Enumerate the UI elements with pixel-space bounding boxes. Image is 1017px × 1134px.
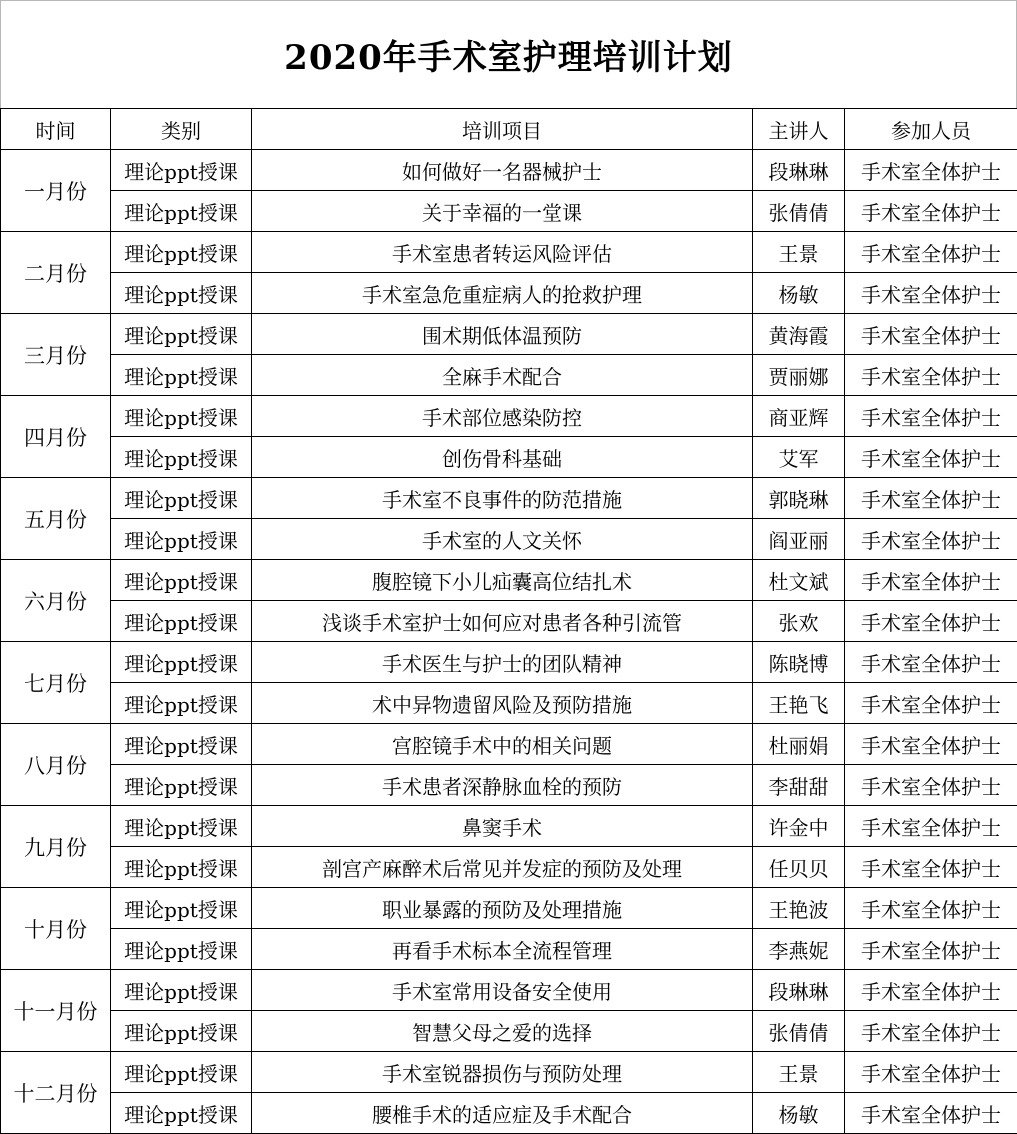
category-cell: 理论ppt授课 [111,437,252,478]
speaker-cell: 张欢 [753,601,845,642]
table-row [1,396,1017,437]
category-cell: 理论ppt授课 [111,396,252,437]
table-row [1,355,1017,396]
header-time: 时间 [1,109,111,150]
attendees-cell: 手术室全体护士 [845,560,1017,601]
table-row [1,191,1017,232]
category-cell: 理论ppt授课 [111,519,252,560]
table-row [1,232,1017,273]
attendees-cell: 手术室全体护士 [845,191,1017,232]
attendees-cell: 手术室全体护士 [845,437,1017,478]
table-row [1,806,1017,847]
category-cell: 理论ppt授课 [111,1093,252,1134]
month-cell: 十一月份 [1,970,111,1052]
speaker-cell: 任贝贝 [753,847,845,888]
table-row [1,1011,1017,1052]
speaker-cell: 黄海霞 [753,314,845,355]
category-cell: 理论ppt授课 [111,191,252,232]
speaker-cell: 段琳琳 [753,970,845,1011]
category-cell: 理论ppt授课 [111,970,252,1011]
table-row [1,929,1017,970]
table-row [1,273,1017,314]
speaker-cell: 张倩倩 [753,191,845,232]
category-cell: 理论ppt授课 [111,642,252,683]
category-cell: 理论ppt授课 [111,724,252,765]
document-title: 2020年手术室护理培训计划 [284,30,733,79]
month-cell: 六月份 [1,560,111,642]
topic-cell: 手术部位感染防控 [252,396,753,437]
table-row [1,1052,1017,1093]
speaker-cell: 郭晓琳 [753,478,845,519]
attendees-cell: 手术室全体护士 [845,806,1017,847]
category-cell: 理论ppt授课 [111,765,252,806]
attendees-cell: 手术室全体护士 [845,601,1017,642]
speaker-cell: 阎亚丽 [753,519,845,560]
header-row [1,109,1017,150]
topic-cell: 手术室急危重症病人的抢救护理 [252,273,753,314]
speaker-cell: 段琳琳 [753,150,845,191]
category-cell: 理论ppt授课 [111,1052,252,1093]
speaker-cell: 陈晓博 [753,642,845,683]
speaker-cell: 商亚辉 [753,396,845,437]
speaker-cell: 许金中 [753,806,845,847]
topic-cell: 职业暴露的预防及处理措施 [252,888,753,929]
topic-cell: 手术室常用设备安全使用 [252,970,753,1011]
attendees-cell: 手术室全体护士 [845,478,1017,519]
category-cell: 理论ppt授课 [111,806,252,847]
attendees-cell: 手术室全体护士 [845,847,1017,888]
attendees-cell: 手术室全体护士 [845,232,1017,273]
speaker-cell: 王景 [753,1052,845,1093]
speaker-cell: 王景 [753,232,845,273]
category-cell: 理论ppt授课 [111,232,252,273]
table-row [1,888,1017,929]
attendees-cell: 手术室全体护士 [845,683,1017,724]
attendees-cell: 手术室全体护士 [845,519,1017,560]
category-cell: 理论ppt授课 [111,314,252,355]
topic-cell: 手术患者深静脉血栓的预防 [252,765,753,806]
table-row [1,642,1017,683]
attendees-cell: 手术室全体护士 [845,150,1017,191]
table-row [1,847,1017,888]
category-cell: 理论ppt授课 [111,478,252,519]
attendees-cell: 手术室全体护士 [845,888,1017,929]
training-plan-table [0,108,1017,1134]
attendees-cell: 手术室全体护士 [845,1093,1017,1134]
category-cell: 理论ppt授课 [111,150,252,191]
category-cell: 理论ppt授课 [111,847,252,888]
topic-cell: 如何做好一名器械护士 [252,150,753,191]
month-cell: 十二月份 [1,1052,111,1134]
topic-cell: 腰椎手术的适应症及手术配合 [252,1093,753,1134]
topic-cell: 创伤骨科基础 [252,437,753,478]
month-cell: 一月份 [1,150,111,232]
topic-cell: 腹腔镜下小儿疝囊高位结扎术 [252,560,753,601]
topic-cell: 手术室不良事件的防范措施 [252,478,753,519]
topic-cell: 手术医生与护士的团队精神 [252,642,753,683]
topic-cell: 关于幸福的一堂课 [252,191,753,232]
category-cell: 理论ppt授课 [111,929,252,970]
table-row [1,1093,1017,1134]
speaker-cell: 张倩倩 [753,1011,845,1052]
topic-cell: 智慧父母之爱的选择 [252,1011,753,1052]
topic-cell: 浅谈手术室护士如何应对患者各种引流管 [252,601,753,642]
attendees-cell: 手术室全体护士 [845,273,1017,314]
speaker-cell: 杜文斌 [753,560,845,601]
table-row [1,150,1017,191]
category-cell: 理论ppt授课 [111,888,252,929]
month-cell: 八月份 [1,724,111,806]
title-box [0,0,1017,108]
table-row [1,765,1017,806]
speaker-cell: 王艳飞 [753,683,845,724]
topic-cell: 剖宫产麻醉术后常见并发症的预防及处理 [252,847,753,888]
header-category: 类别 [111,109,252,150]
attendees-cell: 手术室全体护士 [845,724,1017,765]
table-row [1,724,1017,765]
header-topic: 培训项目 [252,109,753,150]
category-cell: 理论ppt授课 [111,1011,252,1052]
topic-cell: 手术室锐器损伤与预防处理 [252,1052,753,1093]
month-cell: 五月份 [1,478,111,560]
attendees-cell: 手术室全体护士 [845,314,1017,355]
speaker-cell: 杨敏 [753,1093,845,1134]
speaker-cell: 贾丽娜 [753,355,845,396]
month-cell: 九月份 [1,806,111,888]
speaker-cell: 艾军 [753,437,845,478]
header-attendees: 参加人员 [845,109,1017,150]
month-cell: 十月份 [1,888,111,970]
speaker-cell: 李燕妮 [753,929,845,970]
speaker-cell: 杨敏 [753,273,845,314]
speaker-cell: 杜丽娟 [753,724,845,765]
category-cell: 理论ppt授课 [111,355,252,396]
month-cell: 二月份 [1,232,111,314]
table-row [1,437,1017,478]
month-cell: 四月份 [1,396,111,478]
category-cell: 理论ppt授课 [111,273,252,314]
attendees-cell: 手术室全体护士 [845,970,1017,1011]
category-cell: 理论ppt授课 [111,560,252,601]
speaker-cell: 李甜甜 [753,765,845,806]
attendees-cell: 手术室全体护士 [845,765,1017,806]
category-cell: 理论ppt授课 [111,683,252,724]
topic-cell: 再看手术标本全流程管理 [252,929,753,970]
category-cell: 理论ppt授课 [111,601,252,642]
topic-cell: 宫腔镜手术中的相关问题 [252,724,753,765]
table-row [1,519,1017,560]
table-row [1,683,1017,724]
table-row [1,478,1017,519]
topic-cell: 全麻手术配合 [252,355,753,396]
topic-cell: 手术室的人文关怀 [252,519,753,560]
attendees-cell: 手术室全体护士 [845,1052,1017,1093]
table-row [1,970,1017,1011]
attendees-cell: 手术室全体护士 [845,929,1017,970]
table-row [1,601,1017,642]
topic-cell: 鼻窦手术 [252,806,753,847]
topic-cell: 术中异物遗留风险及预防措施 [252,683,753,724]
table-row [1,314,1017,355]
month-cell: 三月份 [1,314,111,396]
header-speaker: 主讲人 [753,109,845,150]
table-row [1,560,1017,601]
attendees-cell: 手术室全体护士 [845,1011,1017,1052]
month-cell: 七月份 [1,642,111,724]
attendees-cell: 手术室全体护士 [845,396,1017,437]
speaker-cell: 王艳波 [753,888,845,929]
table-body [1,150,1017,1134]
attendees-cell: 手术室全体护士 [845,642,1017,683]
attendees-cell: 手术室全体护士 [845,355,1017,396]
topic-cell: 手术室患者转运风险评估 [252,232,753,273]
topic-cell: 围术期低体温预防 [252,314,753,355]
